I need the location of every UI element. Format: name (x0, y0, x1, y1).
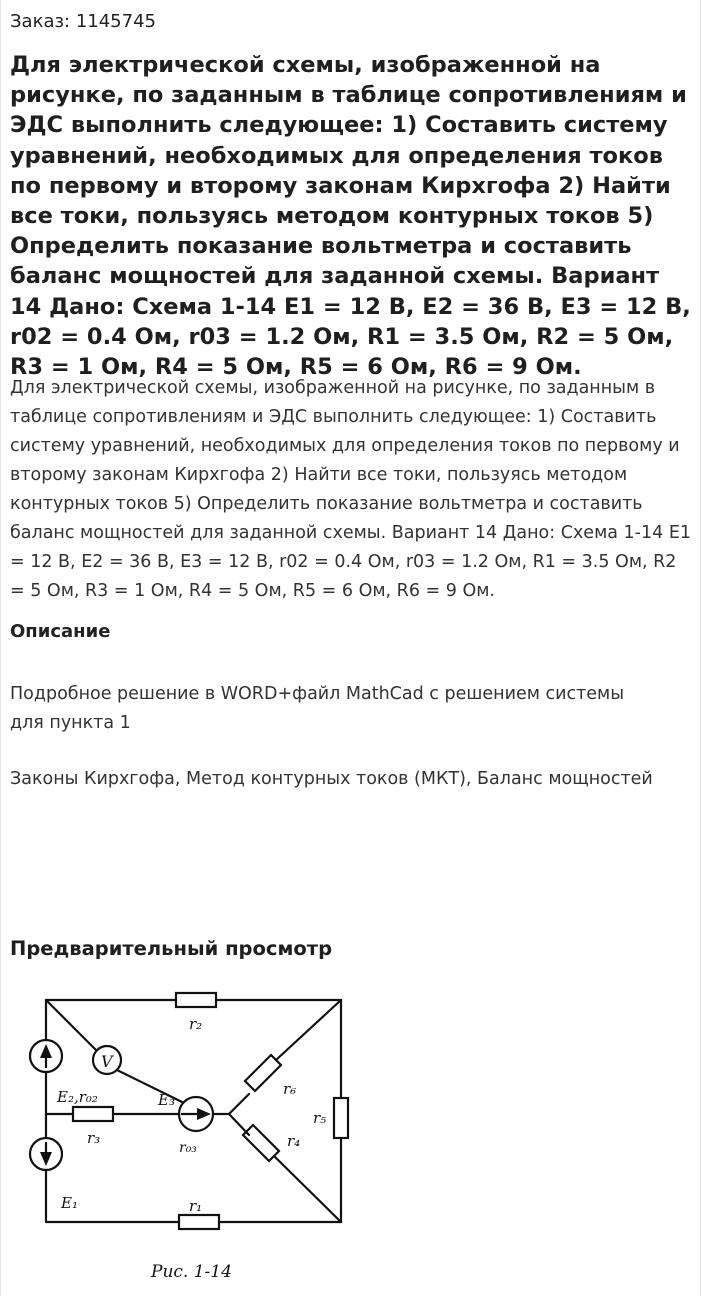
wire-r6-high (276, 1000, 341, 1060)
label-r2: r₂ (189, 1015, 203, 1033)
wire-r4-low (274, 1156, 341, 1222)
voltmeter-label: V (101, 1052, 113, 1071)
label-r03: r₀₃ (179, 1140, 197, 1156)
arrow-e1-icon (40, 1152, 52, 1166)
circuit-diagram (1, 980, 401, 1290)
label-r5: r₅ (313, 1109, 327, 1127)
solution-line-1: Подробное решение в WORD+файл MathCad с решением системы (10, 684, 625, 704)
label-r6: r₆ (283, 1080, 297, 1098)
task-description-text: Для электрической схемы, изображенной на рисунке, по заданным в таблице сопротивлениям и ЭДС выполнить следующее: 1) Составить систему уравнений, необходимых для определения токов по первому и второму законам Кирхгофа 2) Найти все токи, пользуясь методом контурных токов 5) Определить показание вольтметра и составить баланс мощностей для заданной схемы. Вариант 14 Дано: Схема 1-14 E1 = 12 В, E2 = 36 В, E3 = 12 В, r02 = 0.4 Ом, r03 = 1.2 Ом, R1 = 3.5 Ом, R2 = 5 Ом, R3 = 1 Ом, R4 = 5 Ом, R5 = 6 Ом, R6 = 9 Ом. (10, 378, 692, 601)
task-title: Для электрической схемы, изображенной на рисунке, по заданным в таблице сопротивлениям и ЭДС выполнить следующее: 1) Составить систему уравнений, необходимых для определения токов по первому и второму законам Кирхгофа 2) Найти все токи, пользуясь методом контурных токов 5) Определить показание вольтметра и составить баланс мощностей для заданной схемы. Вариант 14 Дано: Схема 1-14 E1 = 12 В, E2 = 36 В, E3 = 12 В, r02 = 0.4 Ом, r03 = 1.2 Ом, R1 = 3.5 Ом, R2 = 5 Ом, R3 = 1 Ом, R4 = 5 Ом, R5 = 6 Ом, R6 = 9 Ом. (10, 52, 691, 381)
solution-line-2: для пункта 1 (10, 713, 131, 733)
topics-line: Законы Кирхгофа, Метод контурных токов (МКТ), Баланс мощностей (10, 769, 653, 789)
description-heading: Описание (10, 621, 111, 642)
figure-caption: Рис. 1-14 (151, 1262, 232, 1282)
label-r1: r₁ (189, 1197, 203, 1215)
preview-heading: Предварительный просмотр (10, 937, 333, 960)
resistor-r5 (334, 1098, 348, 1138)
label-e3: E₃ (158, 1091, 175, 1109)
arrow-e2-icon (40, 1044, 52, 1058)
resistor-r1 (179, 1215, 219, 1229)
resistor-r2 (176, 993, 216, 1007)
label-e1: E₁ (61, 1194, 78, 1212)
resistor-r3 (73, 1107, 113, 1121)
arrow-e3-icon (197, 1108, 211, 1120)
label-e2-r02: E₂,r₀₂ (57, 1088, 98, 1106)
wire-r6-low (229, 1094, 249, 1114)
label-r4: r₄ (287, 1132, 301, 1150)
order-number: Заказ: 1145745 (10, 11, 156, 32)
label-r3: r₃ (87, 1129, 101, 1147)
circuit-svg (1, 980, 401, 1290)
